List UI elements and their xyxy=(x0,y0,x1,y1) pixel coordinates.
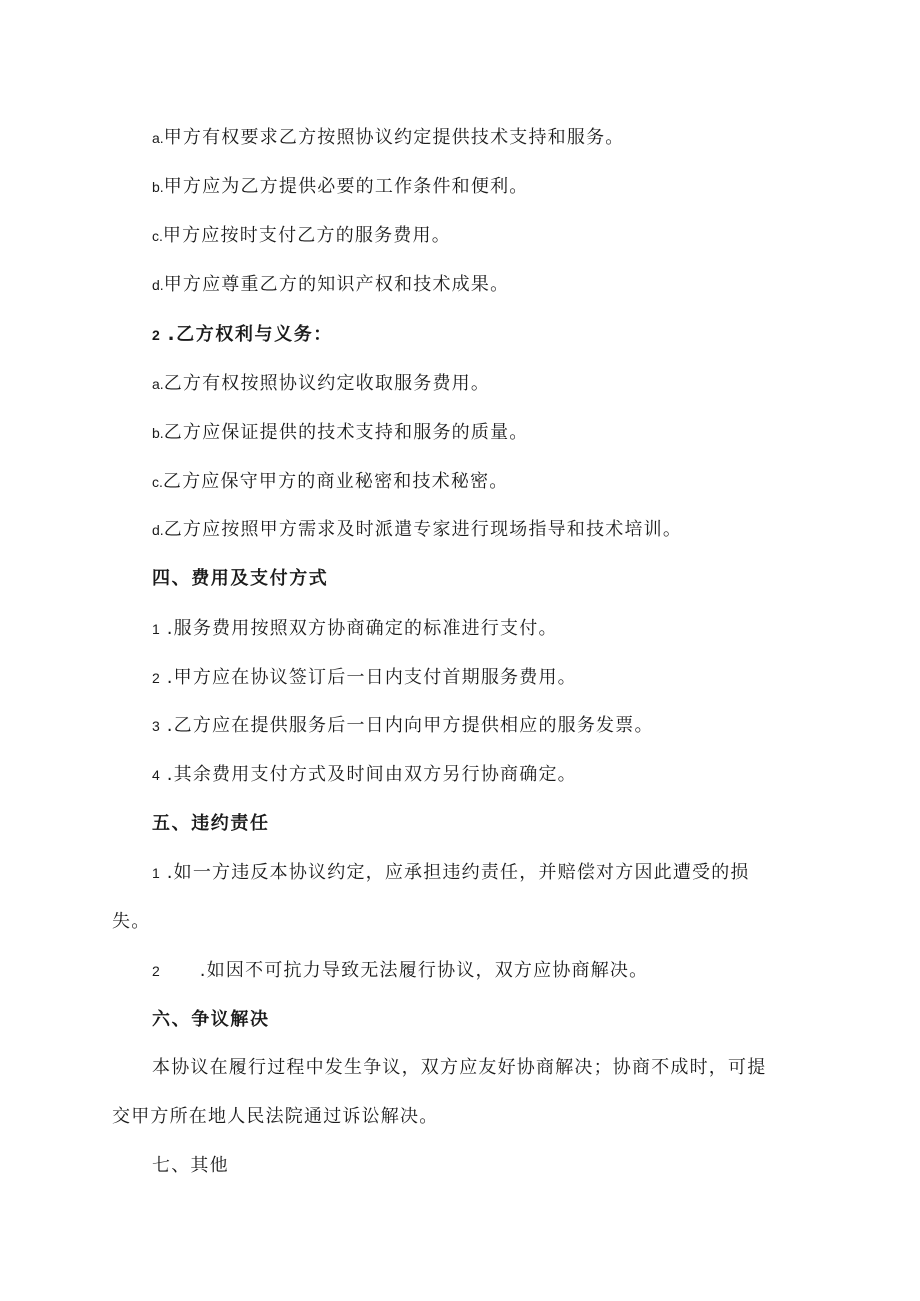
section-5-item-1 xyxy=(152,861,750,885)
party-b-item-d xyxy=(152,518,682,542)
item-marker: a. xyxy=(152,130,164,146)
item-text: 甲方应按时支付乙方的服务费用。 xyxy=(162,225,451,246)
item-marker: 2 xyxy=(152,963,160,979)
party-a-item-d xyxy=(152,273,509,297)
section-4-item-3 xyxy=(152,714,654,738)
item-marker: c. xyxy=(152,474,163,490)
party-a-item-a xyxy=(152,126,625,150)
item-text: 乙方应保证提供的技术支持和服务的质量。 xyxy=(163,422,529,443)
party-b-item-a xyxy=(152,372,490,396)
item-text: .如一方违反本协议约定，应承担违约责任，并赔偿对方因此遭受的损 xyxy=(166,862,750,883)
item-text: .其余费用支付方式及时间由双方另行协商确定。 xyxy=(166,764,577,785)
item-text: 甲方有权要求乙方按照协议约定提供技术支持和服务。 xyxy=(163,127,625,148)
item-text: 乙方应按照甲方需求及时派遣专家进行现场指导和技术培训。 xyxy=(163,519,683,540)
item-text: 乙方有权按照协议约定收取服务费用。 xyxy=(163,373,491,394)
item-marker: d. xyxy=(152,522,164,538)
item-marker: b. xyxy=(152,179,164,195)
item-marker: c. xyxy=(152,228,163,244)
section-title: .乙方权利与义务： xyxy=(167,324,333,345)
item-marker: d. xyxy=(152,277,164,293)
party-b-item-b xyxy=(152,421,529,445)
item-text: 乙方应保守甲方的商业秘密和技术秘密。 xyxy=(162,471,509,492)
item-marker: 1 xyxy=(152,865,160,881)
item-marker: 2 xyxy=(152,670,160,686)
section-6-para-line1: 本协议在履行过程中发生争议，双方应友好协商解决；协商不成时，可提 xyxy=(152,1057,767,1078)
item-text: .服务费用按照双方协商确定的标准进行支付。 xyxy=(166,618,558,639)
item-marker: 1 xyxy=(152,621,160,637)
item-marker: 4 xyxy=(152,767,160,783)
section-7-heading: 七、其他 xyxy=(152,1155,229,1176)
item-text: 甲方应为乙方提供必要的工作条件和便利。 xyxy=(163,176,529,197)
item-text: .如因不可抗力导致无法履行协议，双方应协商解决。 xyxy=(199,960,649,981)
party-a-item-c xyxy=(152,224,451,248)
section-6-para-line2: 交甲方所在地人民法院通过诉讼解决。 xyxy=(112,1106,439,1127)
section-4-item-2 xyxy=(152,666,577,690)
item-text: .甲方应在协议签订后一日内支付首期服务费用。 xyxy=(166,667,577,688)
section-6-heading: 六、争议解决 xyxy=(152,1009,270,1030)
section-4-item-1 xyxy=(152,617,558,641)
item-marker: a. xyxy=(152,376,164,392)
item-marker: 3 xyxy=(152,718,160,734)
section-4-heading: 四、费用及支付方式 xyxy=(152,568,329,589)
section-5-item-2 xyxy=(152,959,648,983)
item-text: 甲方应尊重乙方的知识产权和技术成果。 xyxy=(163,274,510,295)
section-2-heading xyxy=(152,323,333,347)
party-a-item-b xyxy=(152,175,529,199)
section-5-item-1-cont: 失。 xyxy=(112,911,151,932)
section-marker: 2 xyxy=(152,327,160,343)
section-5-heading: 五、违约责任 xyxy=(152,813,270,834)
item-marker: b. xyxy=(152,425,164,441)
section-4-item-4 xyxy=(152,763,577,787)
party-b-item-c xyxy=(152,470,509,494)
item-text: .乙方应在提供服务后一日内向甲方提供相应的服务发票。 xyxy=(166,715,654,736)
